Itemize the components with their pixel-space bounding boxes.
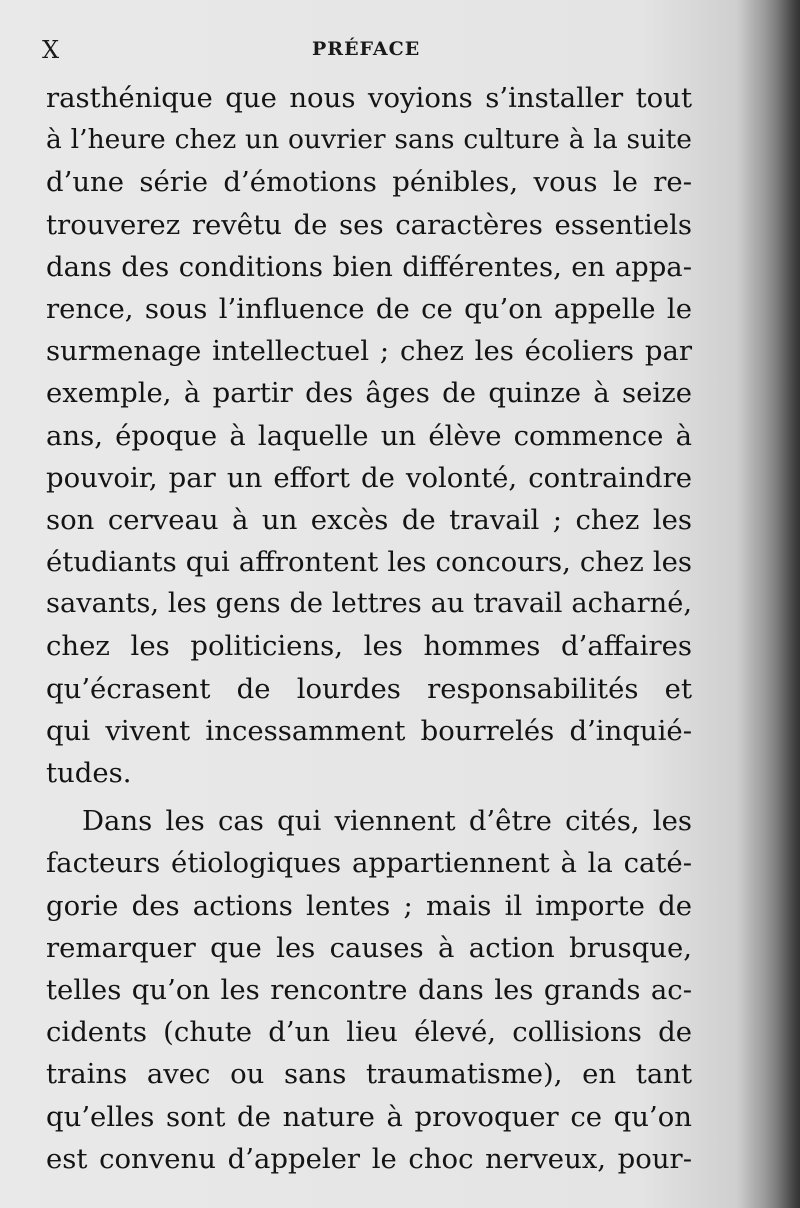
- text-line: exemple, à partir des âges de quinze à seize: [46, 377, 692, 410]
- text-line: rasthénique que nous voyions s’installer tout: [46, 82, 692, 114]
- text-line: telles qu’on les rencontre dans les grands ac-: [46, 973, 692, 1006]
- page-number: X: [42, 36, 61, 64]
- text-line: chez les politiciens, les hommes d’affaires: [46, 630, 692, 663]
- running-head: [42, 30, 692, 66]
- text-line: pouvoir, par un effort de volonté, contraindre: [46, 461, 692, 494]
- text-line: trouverez revêtu de ses caractères essentiels: [46, 208, 692, 241]
- text-line: facteurs étiologiques appartiennent à la caté-: [46, 847, 692, 880]
- text-line: gorie des actions lentes ; mais il importe de: [46, 889, 692, 922]
- text-line: cidents (chute d’un lieu élevé, collisions de: [46, 1016, 692, 1049]
- text-line: Dans les cas qui viennent d’être cités, les: [82, 805, 692, 838]
- page-spine-shadow: [740, 0, 800, 1208]
- text-line: qu’elles sont de nature à provoquer ce qu’on: [46, 1100, 692, 1133]
- text-line: d’une série d’émotions pénibles, vous le re-: [46, 166, 692, 199]
- text-line: ans, époque à laquelle un élève commence à: [46, 419, 692, 452]
- text-line: est convenu d’appeler le choc nerveux, pour-: [46, 1142, 692, 1175]
- text-line: tudes.: [46, 757, 132, 789]
- paragraph-2: [46, 800, 692, 1180]
- text-line: remarquer que les causes à action brusque,: [46, 931, 692, 964]
- text-line: rence, sous l’influence de ce qu’on appelle le: [46, 292, 692, 325]
- paragraph-1: [46, 77, 692, 794]
- text-line: son cerveau à un excès de travail ; chez les: [46, 503, 692, 536]
- text-line: savants, les gens de lettres au travail acharné,: [46, 588, 692, 620]
- section-title: PRÉFACE: [312, 38, 421, 60]
- text-line: à l’heure chez un ouvrier sans culture à la suite: [46, 124, 692, 156]
- text-line: qui vivent incessamment bourrelés d’inquié-: [46, 714, 692, 747]
- text-line: qu’écrasent de lourdes responsabilités et: [46, 672, 692, 705]
- text-line: trains avec ou sans traumatisme), en tant: [46, 1058, 692, 1091]
- body-text: [46, 77, 692, 1180]
- text-line: surmenage intellectuel ; chez les écoliers par: [46, 335, 692, 368]
- text-line: dans des conditions bien différentes, en appa-: [46, 250, 692, 283]
- text-line: étudiants qui affrontent les concours, chez les: [46, 546, 692, 579]
